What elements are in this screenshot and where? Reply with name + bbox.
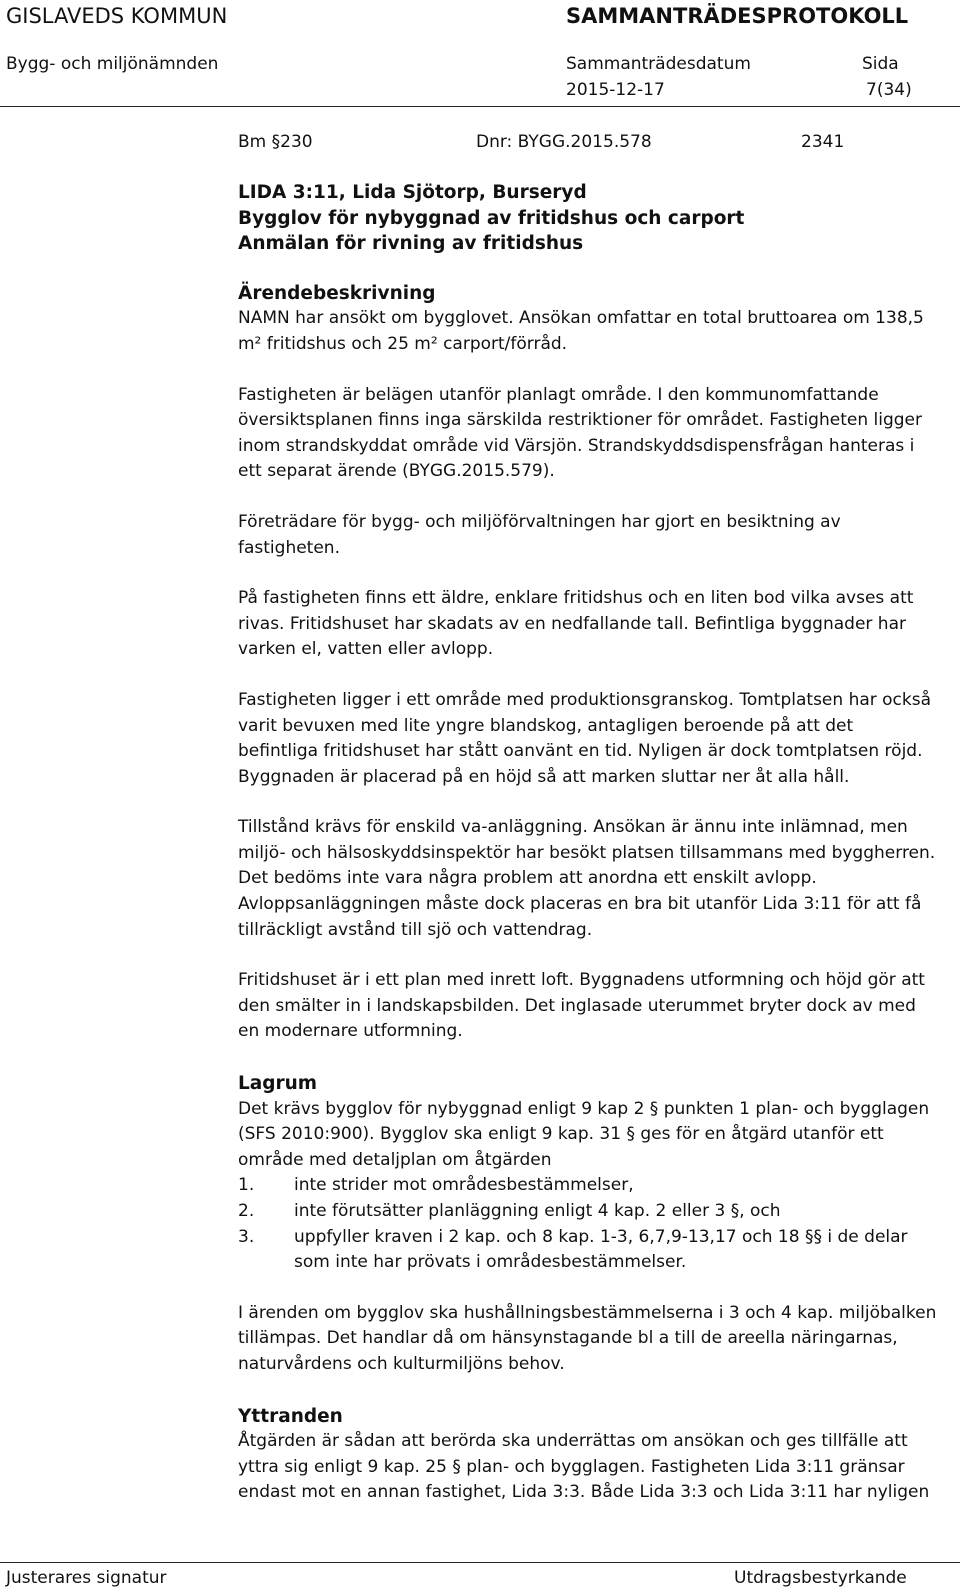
list-item <box>238 1199 938 1225</box>
extract-certification-label: Utdragsbestyrkande <box>734 1568 907 1588</box>
description-paragraph: På fastigheten finns ett äldre, enklare fritidshus och en liten bod vilka avses att rivas. Fritidshuset har skadats av en nedfallande tall. Befintliga byggnader har varken el, vatten eller avlopp. <box>238 588 914 660</box>
case-reference <box>238 130 938 160</box>
lagrum-list <box>238 1173 938 1275</box>
case-code: 2341 <box>801 132 845 152</box>
page-label: Sida <box>862 54 899 74</box>
description-paragraph: Fastigheten ligger i ett område med produktionsgranskog. Tomtplatsen har också varit bevuxen med lite yngre blandskog, antagligen beroende på att det befintliga fritidshuset har stått oanvänt en tid. Nyligen är dock tomtplatsen röjd. Byggnaden är placerad på en höjd så att marken sluttar ner åt alla håll. <box>238 689 932 787</box>
yttranden-text: Åtgärden är sådan att berörda ska underrättas om ansökan och ges tillfälle att yttra sig enligt 9 kap. 25 § plan- och bygglagen. Fastigheten Lida 3:11 gränsar endast mot en annan fastighet, Lida 3:3. Både Lida 3:3 och Lida 3:11 har nyligen <box>238 1431 930 1503</box>
reviewer-signature-label: Justerares signatur <box>6 1568 167 1588</box>
lagrum-intro: Det krävs bygglov för nybyggnad enligt 9 kap 2 § punkten 1 plan- och bygglagen (SFS 2010:900). Bygglov ska enligt 9 kap. 31 § ges för en åtgärd utanför ett område med detaljplan om åtgärden <box>238 1098 930 1170</box>
footer-divider <box>0 1562 960 1563</box>
document-type: SAMMANTRÄDESPROTOKOLL <box>566 4 909 28</box>
list-text: inte förutsätter planläggning enligt 4 kap. 2 eller 3 §, och <box>294 1201 781 1221</box>
list-number: 1. <box>238 1175 255 1196</box>
description-paragraph: Fritidshuset är i ett plan med inrett loft. Byggnadens utformning och höjd gör att den smälter in i landskapsbilden. Det inglasade uterummet bryter dock av med en modernare utformning. <box>238 970 925 1042</box>
municipality-name: GISLAVEDS KOMMUN <box>6 4 228 28</box>
list-text: uppfyller kraven i 2 kap. och 8 kap. 1-3, 6,7,9-13,17 och 18 §§ i de delar som inte har prövats i områdesbestämmelser. <box>294 1226 908 1273</box>
list-number: 2. <box>238 1201 255 1221</box>
document-body <box>238 130 938 1506</box>
property-title: LIDA 3:11, Lida Sjötorp, Burseryd <box>238 182 587 203</box>
list-item <box>238 1225 938 1276</box>
meeting-date: 2015-12-17 <box>566 80 665 100</box>
list-text: inte strider mot områdesbestämmelser, <box>294 1175 634 1196</box>
yttranden-heading: Yttranden <box>238 1405 343 1427</box>
lagrum-outro: I ärenden om bygglov ska hushållningsbestämmelserna i 3 och 4 kap. miljöbalken tillämpas. Det handlar då om hänsynstagande bl a till de areella näringarnas, naturvårdens och kulturmiljöns behov. <box>238 1302 937 1374</box>
description-paragraph: Företrädare för bygg- och miljöförvaltningen har gjort en besiktning av fastigheten. <box>238 511 841 558</box>
page-number: 7(34) <box>866 80 912 100</box>
description-paragraph: Tillstånd krävs för enskild va-anläggning. Ansökan är ännu inte inlämnad, men miljö- och hälsoskyddsinspektör har besökt platsen tillsammans med byggherren. Det bedöms inte vara några problem att anordna ett enskilt avlopp. Avloppsanläggningen måste dock placeras en bra bit utanför Lida 3:11 för att få tillräckligt avstånd till sjö och vattendrag. <box>238 817 936 940</box>
lagrum-heading: Lagrum <box>238 1073 318 1095</box>
case-titles <box>238 180 938 257</box>
description-paragraph: Fastigheten är belägen utanför planlagt område. I den kommunomfattande översiktsplanen finns inga särskilda restriktioner för området. Fastigheten ligger inom strandskyddat område vid Värsjön. Strandskyddsdispensfrågan hanteras i ett separat ärende (BYGG.2015.579). <box>238 384 922 482</box>
case-number: Bm §230 <box>238 132 313 152</box>
header-divider <box>0 106 960 107</box>
permit-title: Bygglov för nybyggnad av fritidshus och carport <box>238 207 745 229</box>
diary-number: Dnr: BYGG.2015.578 <box>476 132 652 152</box>
demolition-title: Anmälan för rivning av fritidshus <box>238 233 584 255</box>
description-paragraph: NAMN har ansökt om bygglovet. Ansökan omfattar en total bruttoarea om 138,5 m² fritidshus och 25 m² carport/förråd. <box>238 308 924 354</box>
list-number: 3. <box>238 1226 255 1247</box>
description-heading: Ärendebeskrivning <box>238 282 436 304</box>
board-name: Bygg- och miljönämnden <box>6 54 219 74</box>
list-item <box>238 1173 938 1199</box>
meeting-date-label: Sammanträdesdatum <box>566 54 751 74</box>
